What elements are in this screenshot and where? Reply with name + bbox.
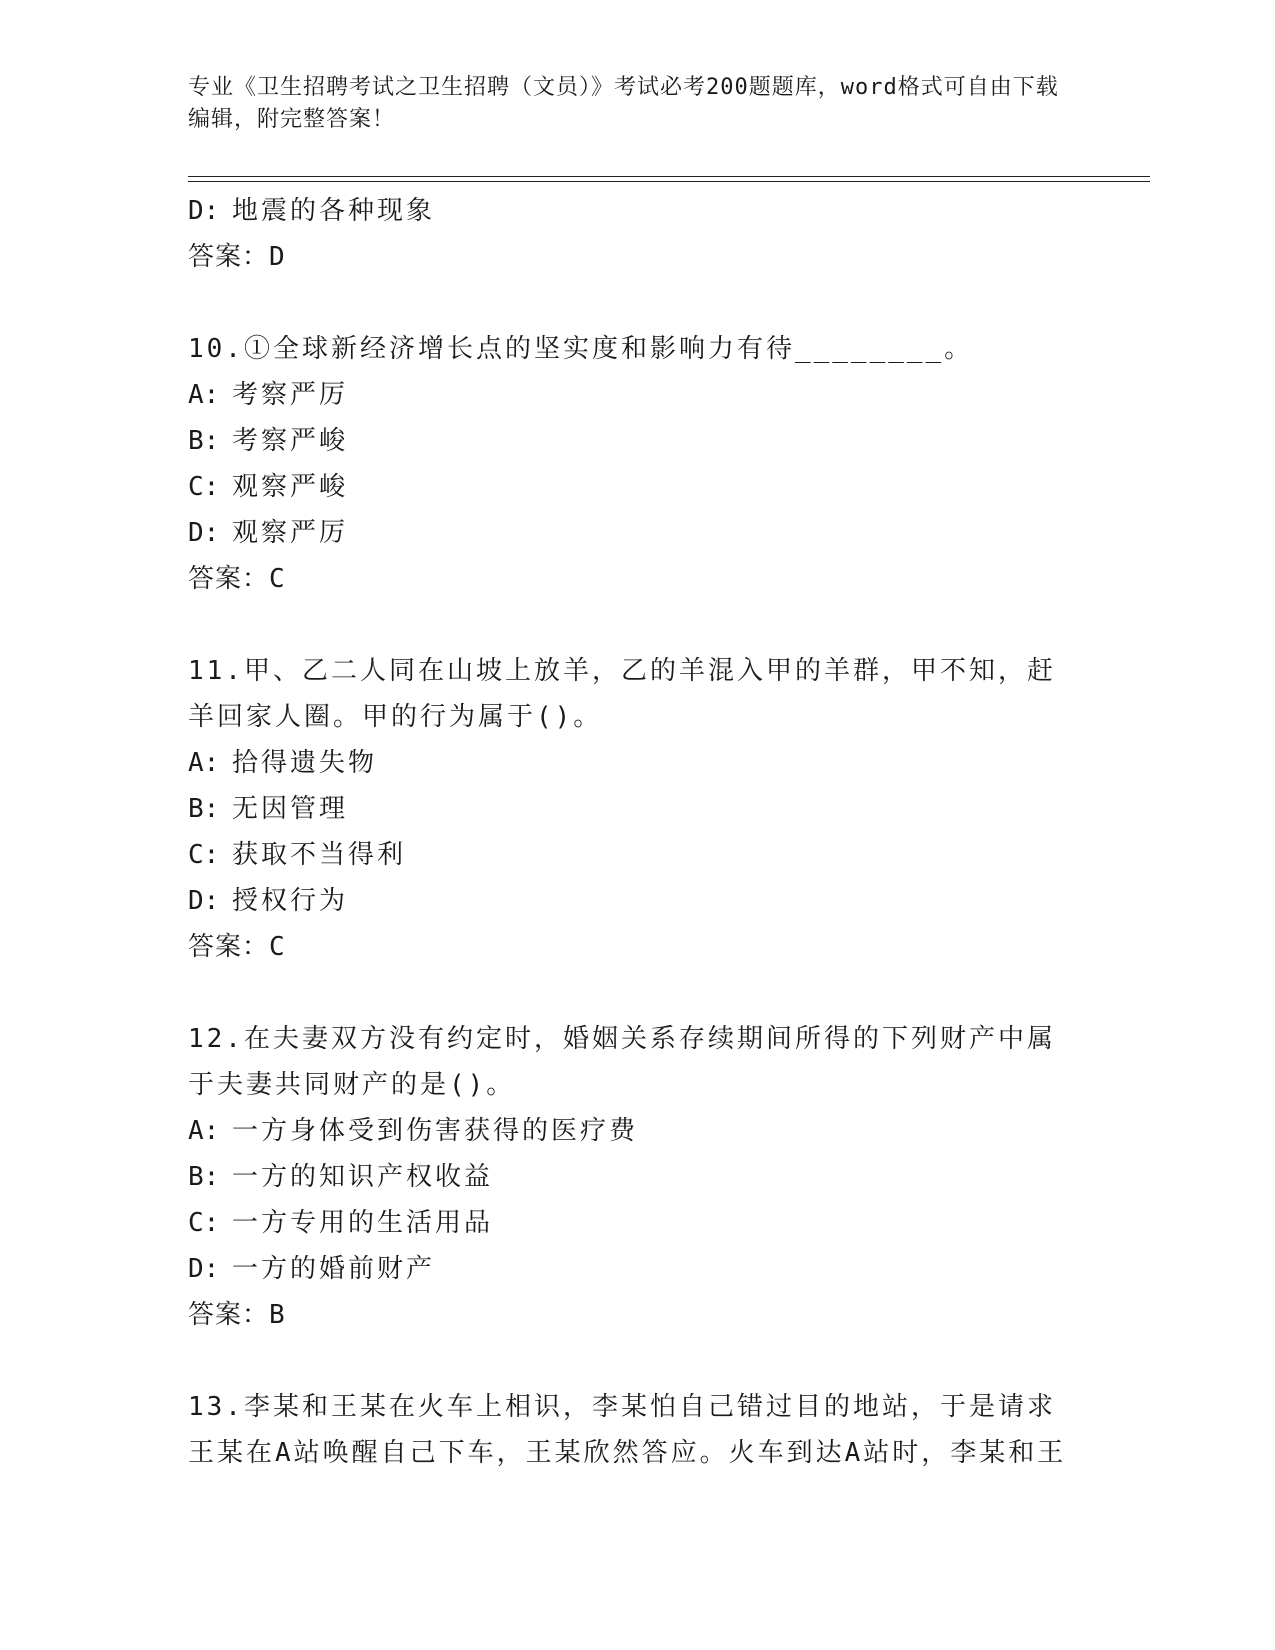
option-text: 观察严厉	[232, 518, 349, 548]
document-header	[188, 72, 1068, 136]
option-c	[188, 832, 1088, 878]
option-text: 考察严峻	[232, 426, 349, 456]
option-text: 考察严厉	[232, 380, 349, 410]
option-text: 一方的婚前财产	[232, 1254, 436, 1284]
answer: 答案：C	[188, 564, 286, 594]
option-b	[188, 418, 1088, 464]
option-text: 地震的各种现象	[232, 196, 436, 226]
answer: 答案：B	[188, 1300, 286, 1330]
option-label: C:	[188, 840, 220, 870]
option-a	[188, 372, 1088, 418]
question-stem: 10.①全球新经济增长点的坚实度和影响力有待________。	[188, 334, 974, 364]
spacer	[188, 280, 1088, 326]
header-rule-bottom	[188, 181, 1150, 182]
option-label: D:	[188, 1254, 220, 1284]
option-b	[188, 1154, 1088, 1200]
option-d	[188, 878, 1088, 924]
option-label: A:	[188, 748, 220, 778]
option-text: 授权行为	[232, 886, 349, 916]
option-text: 无因管理	[232, 794, 349, 824]
option-text: 获取不当得利	[232, 840, 407, 870]
option-label: B:	[188, 426, 220, 456]
option-c	[188, 464, 1088, 510]
option-d	[188, 510, 1088, 556]
option-d	[188, 188, 1088, 234]
option-label: B:	[188, 794, 220, 824]
spacer	[188, 970, 1088, 1016]
option-label: D:	[188, 196, 220, 226]
question-content	[188, 188, 1088, 1476]
answer: 答案：C	[188, 932, 286, 962]
option-a	[188, 740, 1088, 786]
question-stem: 11.甲、乙二人同在山坡上放羊，乙的羊混入甲的羊群，甲不知，赶羊回家人圈。甲的行为属于()。	[188, 656, 1056, 732]
option-a	[188, 1108, 1088, 1154]
option-label: D:	[188, 518, 220, 548]
question-stem: 12.在夫妻双方没有约定时，婚姻关系存续期间所得的下列财产中属于夫妻共同财产的是()。	[188, 1024, 1056, 1100]
spacer	[188, 1338, 1088, 1384]
option-text: 一方身体受到伤害获得的医疗费	[232, 1116, 639, 1146]
option-label: A:	[188, 380, 220, 410]
option-c	[188, 1200, 1088, 1246]
option-text: 一方专用的生活用品	[232, 1208, 494, 1238]
option-label: A:	[188, 1116, 220, 1146]
header-rule-top	[188, 176, 1150, 177]
option-label: C:	[188, 472, 220, 502]
question-stem: 13.李某和王某在火车上相识，李某怕自己错过目的地站，于是请求王某在A站唤醒自己下车，王某欣然答应。火车到达A站时，李某和王	[188, 1392, 1067, 1468]
option-d	[188, 1246, 1088, 1292]
option-b	[188, 786, 1088, 832]
answer: 答案：D	[188, 242, 286, 272]
option-text: 拾得遗失物	[232, 748, 378, 778]
option-text: 观察严峻	[232, 472, 349, 502]
option-label: C:	[188, 1208, 220, 1238]
option-text: 一方的知识产权收益	[232, 1162, 494, 1192]
spacer	[188, 602, 1088, 648]
option-label: B:	[188, 1162, 220, 1192]
option-label: D:	[188, 886, 220, 916]
header-text: 专业《卫生招聘考试之卫生招聘（文员）》考试必考200题题库，word格式可自由下载编辑，附完整答案！	[188, 75, 1059, 132]
